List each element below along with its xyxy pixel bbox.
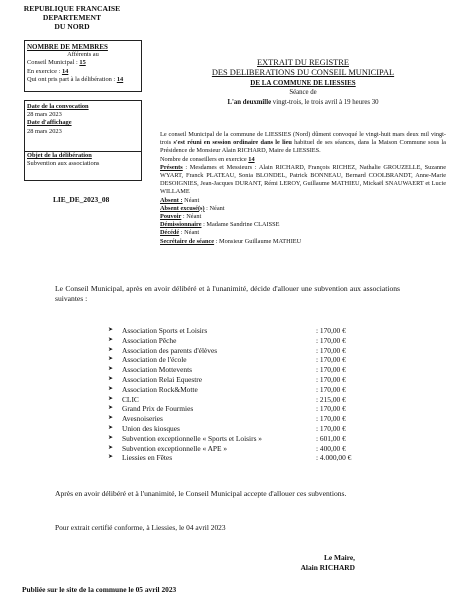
list-item — [108, 365, 383, 375]
header-republique — [18, 4, 126, 31]
subsidy-list — [108, 326, 383, 463]
present-line — [160, 164, 446, 197]
subsidy-amount: : 4.000,00 € — [316, 453, 352, 463]
counsellors-value: 14 — [248, 155, 255, 163]
signature-block — [285, 553, 355, 572]
session-text-b: s'est réuni en session ordinaire dans le lieu — [173, 139, 292, 147]
arrow-bullet-icon: ➤ — [108, 366, 114, 373]
dates-box — [24, 100, 142, 152]
present-label: Présents — [160, 163, 183, 171]
members-council-value: 15 — [79, 59, 86, 67]
session-text-a: Le conseil Municipal de la commune de LIESSIES (Nord) dûment convoqué le vingt-huit mars deux mil vingt-trois — [160, 131, 446, 147]
list-item — [108, 395, 383, 405]
arrow-bullet-icon: ➤ — [108, 395, 114, 402]
arrow-bullet-icon: ➤ — [108, 336, 114, 343]
arrow-bullet-icon: ➤ — [108, 444, 114, 451]
list-item — [108, 375, 383, 385]
decision-closing: Après en avoir délibéré et à l'unanimité, le Conseil Municipal accepte d'allouer ces subventions. — [55, 489, 347, 498]
list-item — [108, 444, 383, 454]
decede-line — [160, 229, 446, 237]
list-item — [108, 453, 383, 463]
subsidy-name: Grand Prix de Fourmies — [122, 404, 194, 414]
counsellors-label: Nombre de conseillers en exercice — [160, 155, 249, 163]
members-council-label: Conseil Municipal : — [27, 59, 80, 67]
members-exercice-value: 14 — [61, 67, 69, 75]
convocation-label: Date de la convocation — [27, 103, 89, 110]
session-paragraph — [160, 131, 446, 156]
arrow-bullet-icon: ➤ — [108, 346, 114, 353]
subsidy-amount: : 170,00 € — [316, 365, 346, 375]
object-box — [24, 150, 142, 181]
subsidy-name: Association Rock&Motte — [122, 384, 198, 394]
subsidy-name: Association Relai Equestre — [122, 374, 203, 384]
present-value: : Mesdames et Messieurs : Alain RICHARD, François RICHEZ, Nathalie GROUZELLE, Suzanne WYART, Franck PLATEAU, Sonia BLONDEL, Patrick BONNEAU, Bernard COOLBRANDT, Anne-Marie DESOIGNIES, Jean-Jacques DURANT, Rémi LEROY, Guillaume MATHIEU, Mickaël SNAUWAERT et Lucie WILLAME — [160, 163, 446, 196]
subsidy-amount: : 215,00 € — [316, 394, 346, 404]
subsidy-name: CLIC — [122, 394, 139, 404]
list-item — [108, 385, 383, 395]
excused-value: : Néant — [204, 204, 225, 212]
subsidy-name: Avesnoiseries — [122, 414, 163, 424]
list-item — [108, 404, 383, 414]
arrow-bullet-icon: ➤ — [108, 356, 114, 363]
members-exercice-line — [27, 68, 139, 76]
extrait-line-date — [160, 98, 446, 108]
members-exercice-label: En exercice : — [27, 67, 62, 75]
members-voters-value: 14 — [116, 75, 124, 83]
subsidy-amount: : 170,00 € — [316, 404, 346, 414]
list-item — [108, 326, 383, 336]
decision-intro: Le Conseil Municipal, après en avoir délibéré et à l'unanimité, décide d'allouer une subvention aux associations suivantes : — [55, 284, 400, 303]
subsidy-amount: : 170,00 € — [316, 423, 346, 433]
members-title: NOMBRE DE MEMBRES — [27, 43, 108, 51]
certification-line: Pour extrait certifié conforme, à Liessies, le 04 avril 2023 — [55, 523, 226, 532]
excused-line — [160, 205, 446, 213]
deliberation-reference: LIE_DE_2023_08 — [53, 195, 110, 204]
session-text-c: habituel de ses séances, dans la Maison Commune sous la Présidence de Monsieur Alain RICHARD, Maire de LIESSIES. — [160, 139, 446, 155]
arrow-bullet-icon: ➤ — [108, 405, 114, 412]
demission-line — [160, 221, 446, 229]
extrait-heading — [160, 58, 446, 108]
extrait-line-registre: EXTRAIT DU REGISTRE — [257, 58, 349, 67]
secretary-line — [160, 238, 446, 246]
decede-value: : Néant — [179, 229, 200, 237]
signature-name: Alain RICHARD — [300, 562, 355, 572]
secretary-label: Secrétaire de séance — [160, 237, 215, 245]
members-voters-label: Qui ont pris part à la délibération : — [27, 75, 117, 83]
list-item — [108, 336, 383, 346]
absent-line — [160, 197, 446, 205]
pouvoir-value: : Néant — [181, 213, 202, 221]
extrait-date-bold: L'an deuxmille — [227, 99, 272, 106]
object-value: Subvention aux associations — [27, 160, 100, 168]
arrow-bullet-icon: ➤ — [108, 454, 114, 461]
list-item — [108, 346, 383, 356]
object-label: Objet de la délibération — [27, 152, 92, 159]
affichage-label: Date d'affichage — [27, 119, 72, 127]
subsidy-amount: : 170,00 € — [316, 326, 346, 335]
extrait-date-rest: vingt-trois, le trois avril à 19 heures 30 — [271, 99, 379, 106]
list-item — [108, 434, 383, 444]
subsidy-name: Union des kiosques — [122, 423, 180, 433]
publication-notice: Publiée sur le site de la commune le 05 avril 2023 — [22, 585, 177, 594]
subsidy-name: Association Mottevents — [122, 365, 192, 375]
extrait-line-commune: DE LA COMMUNE DE LIESSIES — [250, 79, 356, 87]
session-details — [160, 131, 446, 246]
subsidy-name: Subvention exceptionnelle « Sports et Loisirs » — [122, 433, 262, 443]
arrow-bullet-icon: ➤ — [108, 375, 114, 382]
excused-label: Absent excusé(s) — [160, 204, 205, 212]
header-line-nord: DU NORD — [54, 22, 90, 31]
members-afferents: Afférents au — [67, 51, 99, 59]
subsidy-name: Association de l'école — [122, 355, 187, 365]
absent-value: Néant — [182, 196, 200, 204]
subsidy-amount: : 170,00 € — [316, 355, 346, 365]
subsidy-amount: : 170,00 € — [316, 345, 346, 355]
subsidy-amount: : 400,00 € — [316, 443, 346, 453]
counsellors-line — [160, 156, 446, 164]
header-line-departement: DEPARTEMENT — [42, 13, 102, 22]
pouvoir-line — [160, 213, 446, 221]
subsidy-amount: : 170,00 € — [316, 384, 346, 394]
absent-label: Absent : — [160, 196, 183, 204]
subsidy-name: Association Pêche — [122, 335, 177, 345]
subsidy-name: Association Sports et Loisirs — [122, 326, 208, 335]
extrait-line-deliberations: DES DELIBERATIONS DU CONSEIL MUNICIPAL — [211, 68, 395, 77]
header-line-republique: REPUBLIQUE FRANCAISE — [23, 4, 121, 13]
subsidy-amount: : 601,00 € — [316, 433, 346, 443]
arrow-bullet-icon: ➤ — [108, 327, 114, 333]
convocation-date: 28 mars 2023 — [27, 111, 62, 119]
members-voters-line — [27, 76, 139, 84]
subsidy-amount: : 170,00 € — [316, 374, 346, 384]
demission-label: Démissionnaire — [160, 221, 202, 229]
pouvoir-label: Pouvoir — [160, 213, 182, 221]
arrow-bullet-icon: ➤ — [108, 415, 114, 422]
subsidy-name: Association des parents d'élèves — [122, 345, 218, 355]
arrow-bullet-icon: ➤ — [108, 385, 114, 392]
affichage-date: 28 mars 2023 — [27, 127, 62, 135]
secretary-value: : Monsieur Guillaume MATHIEU — [214, 237, 302, 245]
list-item — [108, 414, 383, 424]
subsidy-name: Liessies en Fêtes — [122, 453, 173, 463]
signature-title: Le Maire, — [323, 553, 355, 562]
list-item — [108, 355, 383, 365]
members-box — [24, 40, 142, 92]
subsidy-amount: : 170,00 € — [316, 414, 346, 424]
arrow-bullet-icon: ➤ — [108, 434, 114, 441]
extrait-line-seance: Séance de — [289, 89, 317, 96]
arrow-bullet-icon: ➤ — [108, 424, 114, 431]
list-item — [108, 424, 383, 434]
demission-value: : Madame Sandrine CLAISSE — [201, 221, 280, 229]
members-council-line — [27, 59, 139, 67]
decede-label: Décédé — [160, 229, 180, 237]
subsidy-name: Subvention exceptionnelle « APE » — [122, 443, 228, 453]
subsidy-amount: : 170,00 € — [316, 335, 346, 345]
